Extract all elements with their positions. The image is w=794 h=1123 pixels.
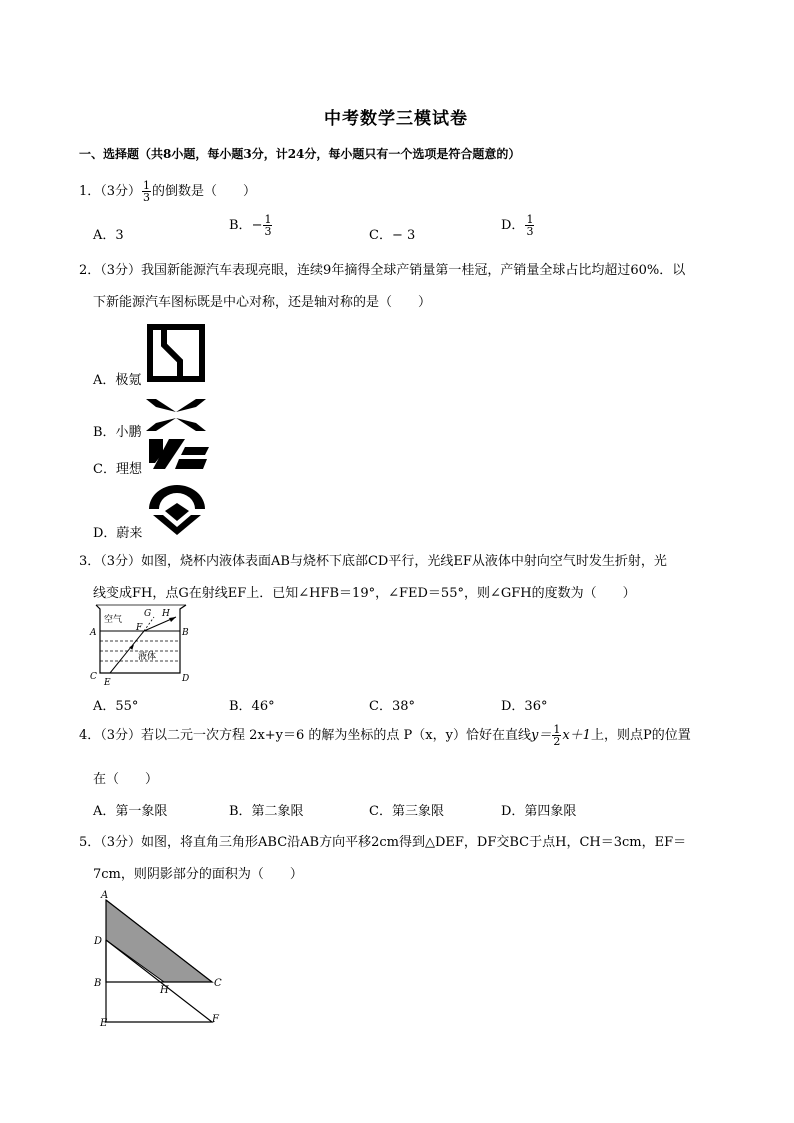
fig5-label-b: B <box>94 978 102 989</box>
q1-prefix: 1．（3分） <box>79 184 142 199</box>
q4-frac-den: 2 <box>553 735 561 748</box>
zeekr-logo-icon <box>146 323 206 383</box>
q4-eq-y: y＝ <box>530 728 552 743</box>
q4-frac-num: 1 <box>553 723 561 736</box>
beaker-figure <box>88 603 200 687</box>
page-title: 中考数学三模试卷 <box>324 109 468 129</box>
fig3-label-h: H <box>162 609 170 619</box>
fig3-label-g: G <box>144 609 152 619</box>
q4-suffix: 上，则点P的位置 <box>590 728 691 743</box>
q1-option-d-label: D． <box>501 218 525 233</box>
triangle-figure <box>90 888 230 1028</box>
q4-prefix: 4．（3分）若以二元一次方程 2x+y＝6 的解为坐标的点 P（x，y）恰好在直线 <box>79 728 531 743</box>
q4-eq-rest: x＋1 <box>562 728 591 743</box>
q1-frac-den: 3 <box>143 191 151 204</box>
q3-option-a: A．55° <box>93 699 139 714</box>
q4-option-a: A．第一象限 <box>93 804 168 819</box>
q1-option-d-fraction <box>525 214 534 237</box>
fig3-label-d: D <box>182 674 190 684</box>
q2-option-c: C．理想 <box>93 462 142 477</box>
xpeng-logo-icon <box>144 395 208 435</box>
fig3-air-label: 空气 <box>104 615 123 625</box>
q2-option-b: B．小鹏 <box>93 425 142 440</box>
fig3-label-b: B <box>182 628 189 638</box>
question-2-line-1: 2．（3分）我国新能源汽车表现亮眼，连续9年摘得全球产销量第一桂冠，产销量全球占比均超过60%．以 <box>79 263 686 278</box>
fig3-label-f: F <box>136 623 143 633</box>
fig3-label-c: C <box>90 672 97 682</box>
fig3-label-a: A <box>90 628 97 638</box>
q3-option-d: D．36° <box>501 699 548 714</box>
q2-option-a: A．极氪 <box>93 373 142 388</box>
question-1 <box>79 180 256 203</box>
nio-logo-icon <box>145 481 209 535</box>
q1-frac-num: 1 <box>143 179 151 192</box>
q2-option-d: D．蔚来 <box>93 526 143 541</box>
fig5-label-a: A <box>101 890 109 901</box>
fig5-label-e: E <box>100 1018 108 1028</box>
fig5-label-f: F <box>212 1014 219 1025</box>
q1-option-b-fraction <box>263 214 272 237</box>
q1-suffix: 的倒数是（ ） <box>152 184 257 199</box>
section-heading: 一、选择题（共8小题，每小题3分，计24分，每小题只有一个选项是符合题意的） <box>79 147 521 161</box>
question-5-line-1: 5．（3分）如图，将直角三角形ABC沿AB方向平移2cm得到△DEF，DF交BC于点H，CH＝3cm，EF＝ <box>79 835 687 850</box>
q1-option-b-num: 1 <box>264 213 272 226</box>
q1-option-b <box>229 214 273 237</box>
fig3-liquid-label: 液体 <box>138 652 157 662</box>
q1-option-a: A．3 <box>93 228 124 243</box>
fig3-label-e: E <box>104 678 111 687</box>
question-3-line-2: 线变成FH，点G在射线EF上．已知∠HFB＝19°，∠FED＝55°，则∠GFH的度数为（ ） <box>93 586 636 601</box>
question-4-line-2: 在（ ） <box>93 772 159 787</box>
q1-option-d-num: 1 <box>526 213 534 226</box>
q4-option-d: D．第四象限 <box>501 804 577 819</box>
question-3-line-1: 3．（3分）如图，烧杯内液体表面AB与烧杯下底部CD平行，光线EF从液体中射向空气时发生折射，光 <box>79 554 667 569</box>
fig5-label-c: C <box>214 978 222 989</box>
q1-option-c: C．− 3 <box>369 228 416 243</box>
q1-option-d <box>501 214 535 237</box>
question-4-line-1 <box>79 724 691 747</box>
q4-option-b: B．第二象限 <box>229 804 304 819</box>
q1-option-b-den: 3 <box>264 225 272 238</box>
question-2-line-2: 下新能源汽车图标既是中心对称，还是轴对称的是（ ） <box>93 295 432 310</box>
q3-option-c: C．38° <box>369 699 415 714</box>
q1-option-b-sign: − <box>251 218 263 233</box>
q1-fraction <box>142 180 151 203</box>
q4-option-c: C．第三象限 <box>369 804 444 819</box>
q1-option-b-label: B． <box>229 218 252 233</box>
li-auto-logo-icon <box>145 437 211 471</box>
question-5-line-2: 7cm，则阴影部分的面积为（ ） <box>93 867 303 882</box>
fig5-label-h: H <box>160 985 169 996</box>
q4-fraction <box>552 724 561 747</box>
q1-option-d-den: 3 <box>526 225 534 238</box>
fig5-label-d: D <box>94 936 103 947</box>
q3-option-b: B．46° <box>229 699 275 714</box>
